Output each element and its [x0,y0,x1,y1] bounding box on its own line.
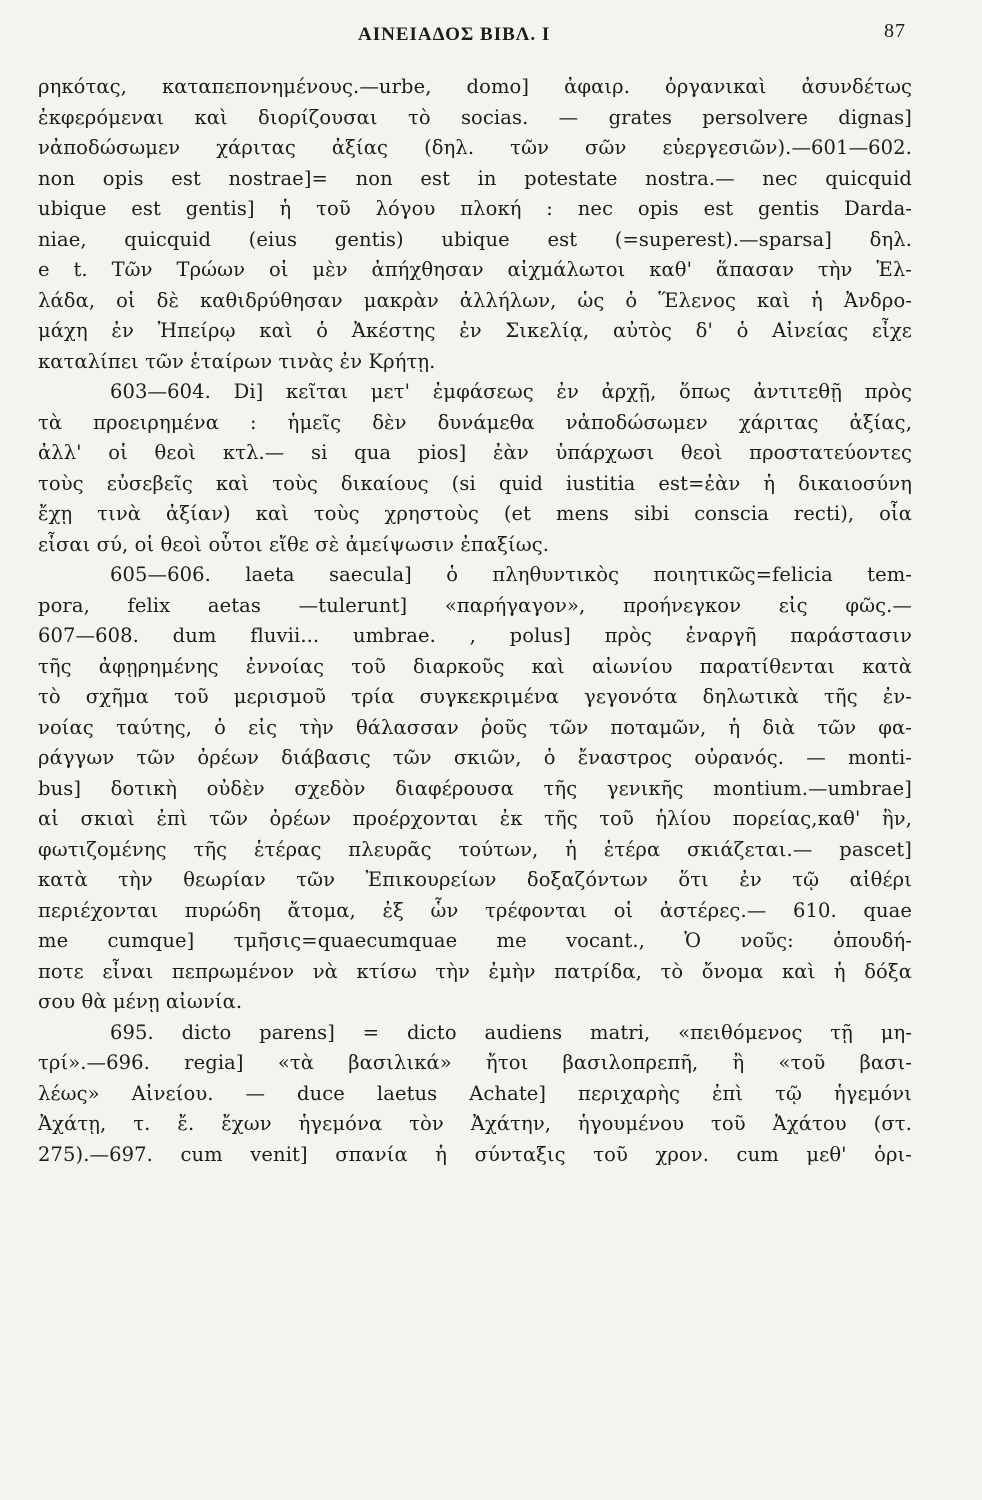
text-line: 695. dicto parens] = dicto audiens matri, «πειθόμενος τῇ μη- [110,1020,912,1044]
text-line: λάδα, οἱ δὲ καθιδρύθησαν μακρὰν ἀλλήλων, ὡς ὁ Ἕλενος καὶ ἡ Ἀνδρο- [38,288,912,312]
text-line: αἱ σκιαὶ ἐπὶ τῶν ὀρέων προέρχονται ἐκ τῆς τοῦ ἡλίου πορείας,καθ' ἣν, [38,807,912,830]
text-line: niae, quicquid (eius gentis) ubique est (=superest).—sparsa] δηλ. [38,227,912,251]
text-line: ρηκότας, καταπεπονημένους.—urbe, domo] ἀφαιρ. ὀργανικαὶ ἀσυνδέτως [38,75,912,98]
page-number: 87 [884,20,906,42]
text-line: e t. Τῶν Τρώων οἱ μὲν ἀπήχθησαν αἰχμάλωτοι καθ' ἅπασαν τὴν Ἑλ- [38,258,912,281]
text-line: ἐκφερόμεναι καὶ διορίζουσαι τὸ socias. — grates persolvere dignas] [38,105,912,129]
text-line: ράγγων τῶν ὀρέων διάβασις τῶν σκιῶν, ὁ ἔναστρος οὐρανός. — monti- [38,746,912,769]
running-title: ΑΙΝΕΙΑΔΟΣ ΒΙΒΛ. Ι [358,24,551,45]
text-line: pora, felix aetas —tulerunt] «παρήγαγον», προήνεγκον εἰς φῶς.— [38,593,912,617]
text-line: ποτε εἶναι πεπρωμένον νὰ κτίσω τὴν ἐμὴν πατρίδα, τὸ ὄνομα καὶ ἡ δόξα [38,959,912,983]
text-line: 605—606. laeta saecula] ὁ πληθυντικὸς ποιητικῶς=felicia tem- [110,563,912,586]
page-header [38,20,912,58]
text-line: ἔχῃ τινὰ ἀξίαν) καὶ τοὺς χρηστοὺς (et mens sibi conscia recti), οἷα [38,502,912,525]
text-line: εἶσαι σύ, οἱ θεοὶ οὗτοι εἴθε σὲ ἀμείψωσιν ἐπαξίως. [38,532,550,556]
text-line: bus] δοτικὴ οὐδὲν σχεδὸν διαφέρουσα τῆς γενικῆς montium.—umbrae] [38,776,912,800]
text-line: ubique est gentis] ἡ τοῦ λόγου πλοκή : nec opis est gentis Darda- [38,197,912,220]
text-line: περιέχονται πυρώδη ἄτομα, ἐξ ὧν τρέφονται οἱ ἀστέρες.— 610. quae [38,898,912,922]
text-line: τρί».—696. regia] «τὰ βασιλικά» ἤτοι βασιλοπρεπῆ, ἢ «τοῦ βασι- [38,1051,912,1074]
text-line: σου θὰ μένῃ αἰωνία. [38,990,243,1013]
text-line: φωτιζομένης τῆς ἑτέρας πλευρᾶς τούτων, ἡ ἑτέρα σκιάζεται.— pascet] [38,837,912,861]
text-line: 603—604. Di] κεῖται μετ' ἐμφάσεως ἐν ἀρχῇ, ὅπως ἀντιτεθῇ πρὸς [110,380,912,403]
text-line: καταλίπει τῶν ἑταίρων τινὰς ἐν Κρήτῃ. [38,349,436,373]
text-line: me cumque] τμῆσις=quaecumquae me vocant., Ὁ νοῦς: ὁπουδή- [38,929,912,952]
text-line: 607—608. dum fluvii... umbrae. , polus] πρὸς ἐναργῆ παράστασιν [38,624,912,647]
text-line: λέως» Αἰνείου. — duce laetus Achate] περιχαρὴς ἐπὶ τῷ ἡγεμόνι [38,1081,912,1105]
text-line: νἀποδώσωμεν χάριτας ἀξίας (δηλ. τῶν σῶν εὐεργεσιῶν).—601—602. [38,136,912,159]
text-line: τὸ σχῆμα τοῦ μερισμοῦ τρία συγκεκριμένα γεγονότα δηλωτικὰ τῆς ἐν- [38,685,912,708]
text-line: κατὰ τὴν θεωρίαν τῶν Ἐπικουρείων δοξαζόντων ὅτι ἐν τῷ αἰθέρι [38,868,912,891]
text-line: 275).—697. cum venit] σπανία ἡ σύνταξις τοῦ χρον. cum μεθ' ὁρι- [38,1142,912,1166]
text-line: τῆς ἀφῃρημένης ἐννοίας τοῦ διαρκοῦς καὶ αἰωνίου παρατίθενται κατὰ [38,654,912,678]
text-line: ἀλλ' οἱ θεοὶ κτλ.— si qua pios] ἐὰν ὑπάρχωσι θεοὶ προστατεύοντες [38,441,912,464]
text-line: Ἀχάτῃ, τ. ἔ. ἔχων ἡγεμόνα τὸν Ἀχάτην, ἡγουμένου τοῦ Ἀχάτου (στ. [38,1112,912,1135]
text-line: νοίας ταύτης, ὁ εἰς τὴν θάλασσαν ῥοῦς τῶν ποταμῶν, ἡ διὰ τῶν φα- [38,715,912,739]
text-line: μάχη ἐν Ἠπείρῳ καὶ ὁ Ἀκέστης ἐν Σικελίᾳ, αὐτὸς δ' ὁ Αἰνείας εἶχε [38,319,912,342]
commentary-text [38,72,912,1170]
text-line: τοὺς εὐσεβεῖς καὶ τοὺς δικαίους (si quid iustitia est=ἐὰν ἡ δικαιοσύνη [38,471,912,495]
text-line: τὰ προειρημένα : ἡμεῖς δὲν δυνάμεθα νἀποδώσωμεν χάριτας ἀξίας, [38,410,912,434]
text-line: non opis est nostrae]= non est in potestate nostra.— nec quicquid [38,166,912,190]
